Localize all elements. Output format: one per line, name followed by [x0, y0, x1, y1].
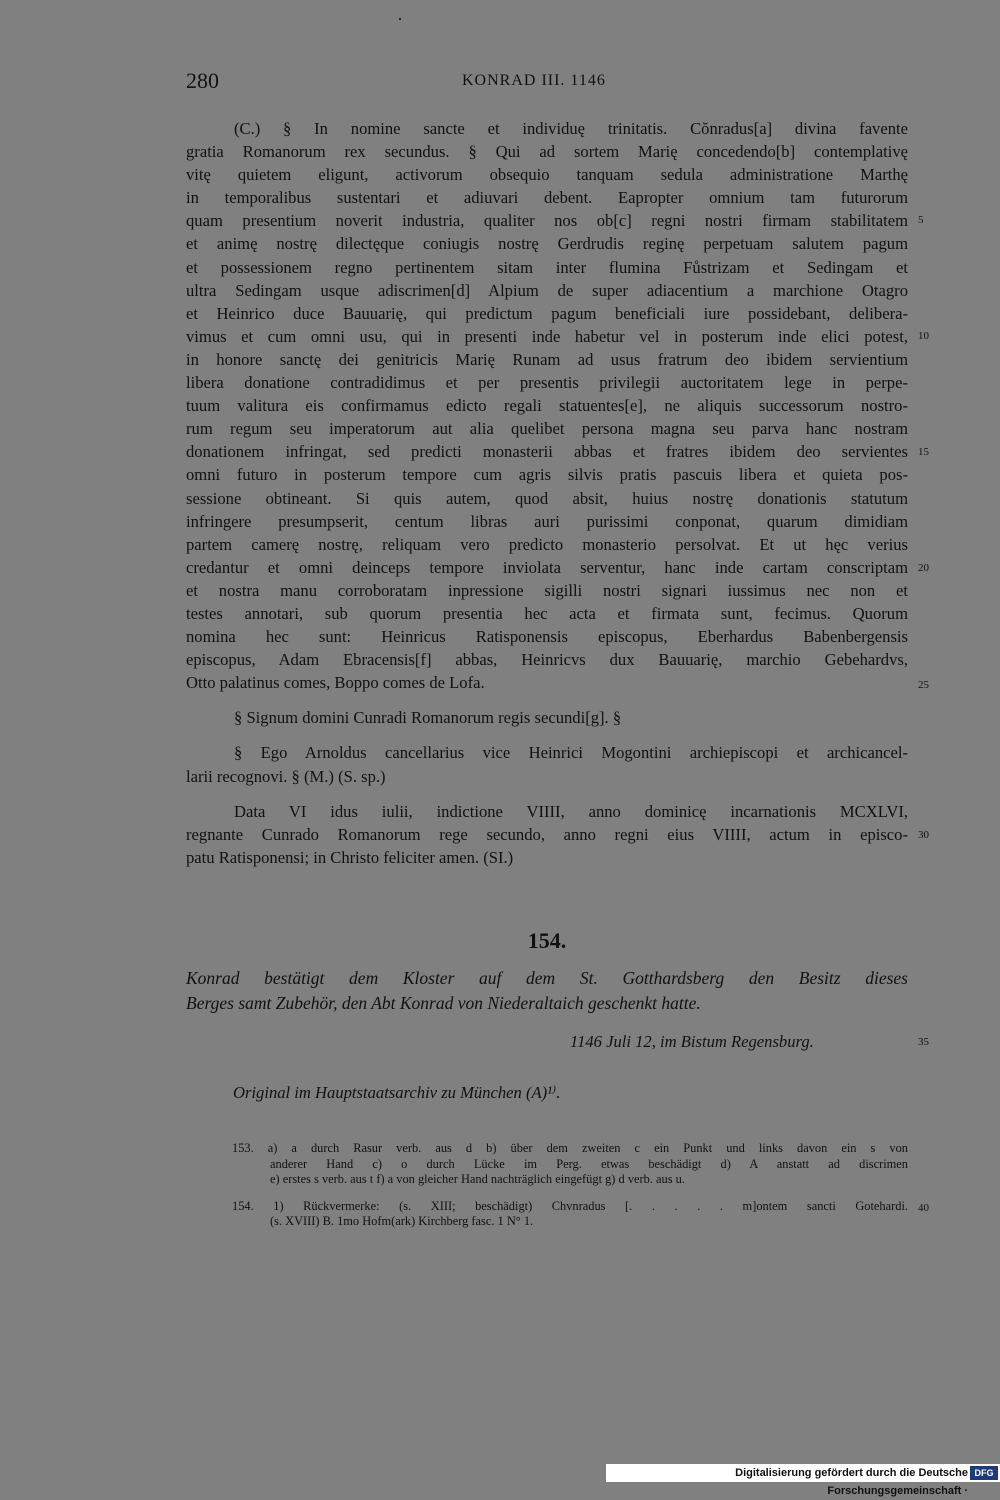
recognition-line: larii recognovi. § (M.) (S. sp.) — [186, 766, 386, 786]
datum-line: patu Ratisponensi; in Christo feliciter amen. (SI.) — [186, 847, 514, 867]
signum-line: § Signum domini Cunradi Romanorum regis secundi[g]. § — [234, 708, 622, 728]
datum-line: regnante Cunrado Romanorum rege secundo, anno regni eius VIIII, actum in episco- — [186, 824, 908, 844]
dfg-logo: DFG — [970, 1466, 998, 1480]
note-line: e) erstes s verb. aus t f) a von gleicher Hand nachträglich eingefügt g) d verb. aus u. — [270, 1172, 685, 1186]
line-number: 15 — [918, 446, 929, 458]
critical-apparatus — [232, 1141, 908, 1230]
footer-credit — [606, 1464, 1000, 1497]
note-line: 153. a) a durch Rasur verb. aus d b) über dem zweiten c ein Punkt und links davon ein s von — [232, 1141, 908, 1155]
note-line: anderer Hand c) o durch Lücke im Perg. etwas beschädigt d) A anstatt ad discrimen — [270, 1156, 908, 1171]
text-line: tuum valitura eis confirmamus edicto regali statuentes[e], ne aliquis successorum nostro- — [186, 396, 908, 416]
text-line: et animę nostrę dilectęque coniugis nostrę Gerdrudis reginę perpetuam salutem pagum — [186, 234, 908, 254]
note-line: 154. 1) Rückvermerke: (s. XIII; beschädigt) Chvnradus [. . . . . m]ontem sancti Gotehardi. — [232, 1198, 908, 1213]
text-line: Otto palatinus comes, Boppo comes de Lofa. — [186, 673, 485, 693]
line-number: 25 — [918, 679, 929, 691]
text-line: episcopus, Adam Ebracensis[f] abbas, Heinricvs dux Bauuarię, marchio Gebehardvs, — [186, 650, 908, 670]
page-number: 280 — [186, 68, 219, 93]
text-line: et possessionem regno pertinentem sitam inter flumina Fůstrizam et Sedingam et — [186, 257, 908, 277]
original-source: Original im Hauptstaatsarchiv zu München (A)¹⁾. — [233, 1083, 561, 1102]
text-line: gratia Romanorum rex secundus. § Qui ad sortem Marię concedendo[b] contemplativę — [186, 142, 908, 162]
regest-line: Konrad bestätigt dem Kloster auf dem St. Gotthardsberg den Besitz dieses — [186, 968, 908, 988]
text-line: sessione obtineant. Si quis autem, quod absit, huius nostrę donationis statutum — [186, 488, 908, 508]
text-line: et Heinrico duce Bauuarię, qui predictum pagum beneficiali iure possidebant, delibera- — [186, 303, 908, 323]
text-line: credantur et omni deinceps tempore inviolata serventur, hanc inde cartam conscriptam — [186, 557, 908, 577]
line-number: 40 — [918, 1202, 929, 1214]
text-line: donationem infringat, sed predicti monasterii abbas et fratres ibidem deo servientes — [186, 442, 908, 462]
line-number: 10 — [918, 330, 929, 342]
text-line: (C.) § In nomine sancte et individuę trinitatis. Cŏnradus[a] divina favente — [234, 119, 908, 138]
text-line: partem camerę nostrę, reliquam vero predicto monasterio persolvat. Et ut hęc verius — [186, 534, 908, 554]
line-number: 30 — [918, 829, 929, 841]
text-line: omni futuro in posterum tempore cum agris silvis pratis pascuis libera et quieta pos- — [186, 465, 908, 485]
text-line: quam presentium noverit industria, qualiter nos ob[c] regni nostri firmam stabilitatem — [186, 211, 908, 231]
text-line: et nostra manu corroboratam inpressione sigilli nostri signari iussimus nec non et — [186, 580, 908, 600]
text-line: in temporalibus sustentari et adiuvari debent. Eapropter omnium tam futurorum — [186, 188, 908, 208]
note-line: (s. XVIII) B. 1mo Hofm(ark) Kirchberg fasc. 1 N° 1. — [270, 1214, 534, 1228]
document-number: 154. — [527, 928, 567, 953]
running-title: KONRAD III. 1146 — [462, 72, 606, 89]
text-line: nomina hec sunt: Heinricus Ratisponensis episcopus, Eberhardus Babenbergensis — [186, 627, 908, 647]
text-line: vimus et cum omni usu, qui in presenti inde habetur vel in posterum inde elici potest, — [186, 326, 908, 346]
line-number: 20 — [918, 562, 929, 574]
recognition-line: § Ego Arnoldus cancellarius vice Heinrici Mogontini archiepiscopi et archicancel- — [234, 743, 908, 763]
text-line: libera donatione contradidimus et per presentis privilegii auctoritatem lege in perpe- — [186, 373, 908, 393]
regest — [186, 966, 908, 1016]
regest-line: Berges samt Zubehör, den Abt Konrad von Niederaltaich geschenkt hatte. — [186, 993, 701, 1013]
text-line: in honore sanctę dei genitricis Marię Runam ad usus fratrum deo ibidem servientium — [186, 349, 908, 369]
line-number: 5 — [918, 214, 924, 226]
datum-line: Data VI idus iulii, indictione VIIII, anno dominicę incarnationis MCXLVI, — [234, 801, 908, 821]
text-line: ultra Sedingam usque adiscrimen[d] Alpium de super adiacentium a marchione Otagro — [186, 280, 908, 300]
text-line: testes annotari, sub quorum presentia hec acta et firmata sunt, fecimus. Quorum — [186, 603, 908, 623]
text-line: vitę quietem eligunt, activorum obsequio tanquam sedula administratione Marthę — [186, 165, 908, 185]
footer-text: Digitalisierung gefördert durch die Deutsche Forschungsgemeinschaft · — [735, 1467, 968, 1497]
text-line: rum regum seu imperatorum aut alia quelibet persona magna seu parva hanc nostram — [186, 419, 908, 439]
charter-text — [186, 117, 908, 869]
text-line: infringere presumpserit, centum libras auri purissimi conponat, quarum dimidiam — [186, 511, 908, 531]
line-number: 35 — [918, 1036, 929, 1048]
date-place: 1146 Juli 12, im Bistum Regensburg. — [570, 1032, 814, 1051]
scan-speck — [399, 18, 401, 20]
